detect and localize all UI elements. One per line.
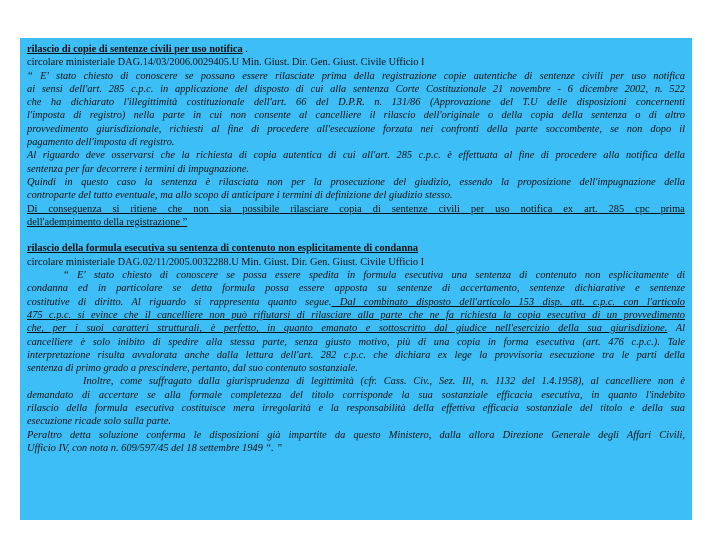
section2-line	[27, 296, 685, 309]
conclusion-word: rilasciare	[290, 203, 329, 215]
section2-line: interpretazione risulta avvalorata anche dalla lettura dell'art. 282 c.p.c. che dichiara ex lege la provvisoria esecuzione tra le parti della	[27, 349, 685, 361]
conclusion-word: Di	[27, 203, 38, 215]
section2-line: Ufficio IV, con nota n. 609/597/45 del 18 settembre 1949 “. ”	[27, 442, 283, 454]
document-panel	[20, 38, 692, 520]
section1-body	[27, 70, 685, 203]
section2-line: rilascio della formula esecutiva costituisce mera irregolarità e la responsabilità della effettiva efficacia sostanziale del titolo e della sua	[27, 403, 685, 415]
section1-line: Al riguardo deve osservarsi che la richiesta di copia autentica di cui all'art. 285 c.p.c. è effettuata al fine di procedere alla notifica della	[27, 150, 685, 162]
section1-conclusion-end: dell'adempimento della registrazione ”	[27, 216, 188, 228]
section2-line: demandato di accertare se alla formale completezza del titolo corrisponde la sua sostanziale efficacia esecutiva, in quanto l'indebito	[27, 389, 685, 401]
section2-reference: circolare ministeriale DAG.02/11/2005.0032288.U Min. Giust. Dir. Gen. Giust. Civile Ufficio I	[27, 256, 425, 268]
section2-line: sentenza di primo grado a prescindere, pertanto, dal suo contenuto sostanziale.	[27, 363, 358, 375]
conclusion-word: prima	[660, 203, 685, 215]
section1-reference: circolare ministeriale DAG.14/03/2006.0029405.U Min. Giust. Dir. Gen. Giust. Civile Ufficio I	[27, 57, 425, 69]
section1-line: l'imposta di registro) nella parte in cui non consente al cancelliere il rilascio dell'originale o della copia della sentenza o di altro	[27, 110, 685, 122]
section1-line: “ E' stato chiesto di conoscere se possano essere rilasciate prima della registrazione copie autentiche di sentenze civili per uso notifica	[27, 70, 685, 82]
section2-line: Inoltre, come suffragato dalla giurisprudenza di legittimità (cfr. Cass. Civ., Sez. Ill, n. 1132 del 1.4.1958), al cancelliere non è	[83, 376, 685, 388]
section1-conclusion	[27, 203, 685, 216]
section2-line: condanna ed in particolare se detta formula possa essere apposta su sentenze di accertamento, sentenze dichiarative e sentenze	[27, 283, 685, 295]
section1-line: che ha dichiarato l'illegittimità costituzionale dell'art. 66 del D.P.R. n. 131/86 (Approvazione del T.U delle disposizioni concernenti	[27, 97, 685, 109]
conclusion-word: cpc	[635, 203, 650, 215]
conclusion-word: possibile	[242, 203, 280, 215]
conclusion-word: di	[372, 203, 381, 215]
conclusion-word: ritiene	[130, 203, 157, 215]
section2-line: “ E' stato chiesto di conoscere se possa essere spedita in formula esecutiva una sentenza di contenuto non esplicitamente di	[63, 270, 685, 282]
conclusion-word: per	[470, 203, 485, 215]
section2-line: Peraltro detta soluzione conferma le disposizioni già impartite da questo Ministero, dalla allora Direzione Generale degli Affari Civili,	[27, 429, 685, 441]
section2-body	[27, 269, 685, 455]
conclusion-word: art.	[584, 203, 598, 215]
section2-heading	[27, 242, 685, 255]
section2-line-text: costitutive di diritto. Al riguardo si rappresenta quanto segue.	[27, 296, 332, 308]
conclusion-word: che	[167, 203, 183, 215]
section2-underlined-text: Dal combinato disposto dell'articolo 153 disp. att. c.p.c. con l'articolo	[331, 296, 685, 308]
conclusion-word: civili	[438, 203, 460, 215]
section1-line: controparte del tutto eventuale, ma allo scopo di anticipare i termini di definizione del giudizio stesso.	[27, 190, 453, 202]
conclusion-word: copia	[339, 203, 362, 215]
conclusion-word: notifica	[520, 203, 553, 215]
section1-line: sentenza per far decorrere i termini di impugnazione.	[27, 163, 250, 175]
section1-title: rilascio di copie di sentenze civili per uso notifica	[27, 44, 243, 55]
section2-line-text: Al	[667, 323, 685, 335]
section1-line: Quindi in questo caso la sentenza è rilasciata non per la prosecuzione del giudizio, essendo la proposizione dell'impugnazione della	[27, 176, 685, 188]
section1-line: pagamento dell'imposta di registro.	[27, 137, 175, 149]
conclusion-word: sentenze	[391, 203, 428, 215]
section2-title: rilascio della formula esecutiva su sentenza di contenuto non esplicitamente di condanna	[27, 243, 419, 255]
section2-line: cancelliere è solo inibito di spedire alla stessa parte, senza giusto motivo, più di una copia in forma esecutiva (art. 476 c.p.c.). Tale	[27, 336, 685, 348]
section1-line: ai sensi dell'art. 285 c.p.c. in applicazione del disposto di cui alla sentenza Corte Costituzionale 21 novembre - 6 dicembre 2002, n. 522	[27, 83, 685, 95]
spacer	[27, 229, 685, 242]
conclusion-word: conseguenza	[48, 203, 102, 215]
conclusion-word: si	[112, 203, 120, 215]
section1-line: provvedimento giurisdizionale, richiesti al fine di procedere all'esecuzione forzata nei confronti della parte soccombente, se non dopo il	[27, 123, 685, 135]
conclusion-word: 285	[608, 203, 625, 215]
section1-heading	[27, 43, 685, 56]
section2-underlined-text: che, per i suoi caratteri strutturali, è perfetto, in quanto emanato e sottoscritto dal giudice nell'esercizio della sua giurisdizione.	[27, 323, 668, 335]
section2-line	[27, 322, 685, 335]
section2-underlined-line: 475 c.p.c. si evince che il cancelliere non può rifiutarsi di rilasciare alla parte che ne fa richiesta la copia esecutiva di un provvedimento	[27, 309, 685, 321]
conclusion-word: ex	[563, 203, 574, 215]
conclusion-word: sia	[219, 203, 232, 215]
conclusion-word: uso	[495, 203, 510, 215]
section1-title-suffix: .	[242, 44, 248, 55]
section2-line: esecuzione ricade solo sulla parte.	[27, 416, 172, 428]
conclusion-word: non	[193, 203, 209, 215]
